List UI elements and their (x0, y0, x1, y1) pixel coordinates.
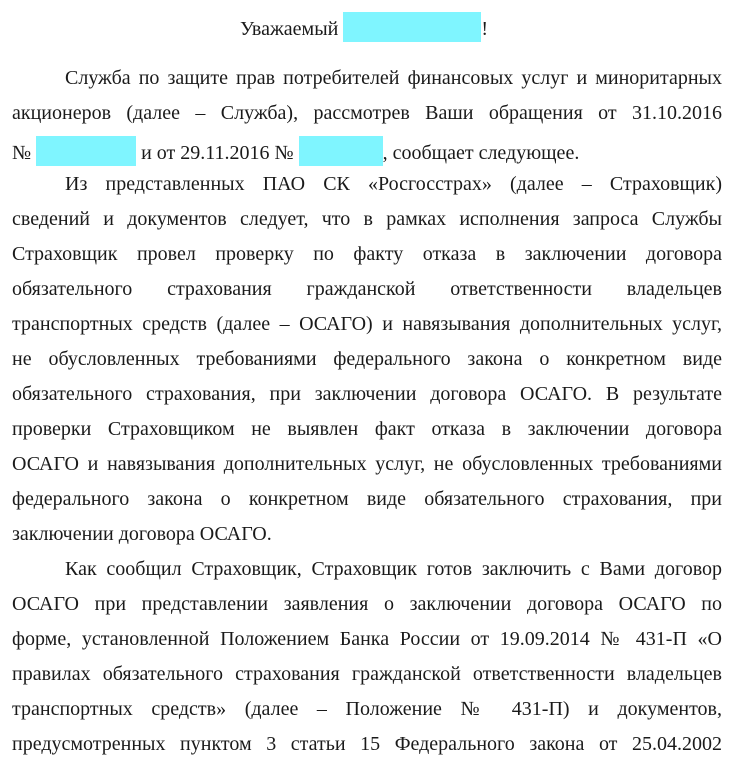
p2-line-9: ОСАГО и навязывания дополнительных услуг, не обусловленных требованиями (12, 453, 722, 475)
p2-line-3: Страховщик провел проверку по факту отказа в заключении договора (12, 243, 722, 265)
p2-line-4: обязательного страхования гражданской ответственности владельцев (12, 278, 722, 300)
redacted-number-1 (36, 136, 136, 166)
p1-line-3-end: , сообщает следующее. (382, 142, 580, 164)
greeting-suffix: ! (481, 18, 489, 40)
p1-line-3-mid: и от 29.11.2016 № (141, 142, 294, 164)
p2-line-6: не обусловленных требованиями федерального закона о конкретном виде (12, 348, 722, 370)
p2-line-1: Из представленных ПАО СК «Росгосстрах» (далее – Страховщик) (65, 173, 722, 195)
greeting (240, 12, 488, 42)
p3-line-3: форме, установленной Положением Банка России от 19.09.2014 № 431-П «О (12, 628, 722, 650)
p2-line-8: проверки Страховщиком не выявлен факт отказа в заключении договора (12, 418, 722, 440)
p1-line-2: акционеров (далее – Служба), рассмотрев Ваши обращения от 31.10.2016 (12, 102, 722, 124)
p3-line-4: правилах обязательного страхования гражданской ответственности владельцев (12, 663, 722, 685)
p3-line-1: Как сообщил Страховщик, Страховщик готов заключить с Вами договор (65, 558, 722, 580)
redacted-number-2 (299, 136, 383, 166)
p2-line-2: сведений и документов следует, что в рамках исполнения запроса Службы (12, 208, 722, 230)
redacted-name (343, 12, 481, 42)
p2-line-7: обязательного страхования, при заключении договора ОСАГО. В результате (12, 383, 722, 405)
greeting-prefix: Уважаемый (240, 18, 339, 40)
p3-line-6: предусмотренных пунктом 3 статьи 15 Федерального закона от 25.04.2002 (12, 733, 722, 755)
p2-line-10: федерального закона о конкретном виде обязательного страхования, при (12, 488, 722, 510)
p1-line-3 (12, 136, 579, 166)
p2-line-5: транспортных средств (далее – ОСАГО) и навязывания дополнительных услуг, (12, 313, 722, 335)
p3-line-2: ОСАГО при представлении заявления о заключении договора ОСАГО по (12, 593, 722, 615)
p1-line-1: Служба по защите прав потребителей финансовых услуг и миноритарных (65, 67, 722, 89)
p1-number-sign: № (12, 142, 32, 164)
p3-line-5: транспортных средств» (далее – Положение № 431-П) и документов, (12, 698, 722, 720)
p2-line-11: заключении договора ОСАГО. (12, 523, 272, 545)
